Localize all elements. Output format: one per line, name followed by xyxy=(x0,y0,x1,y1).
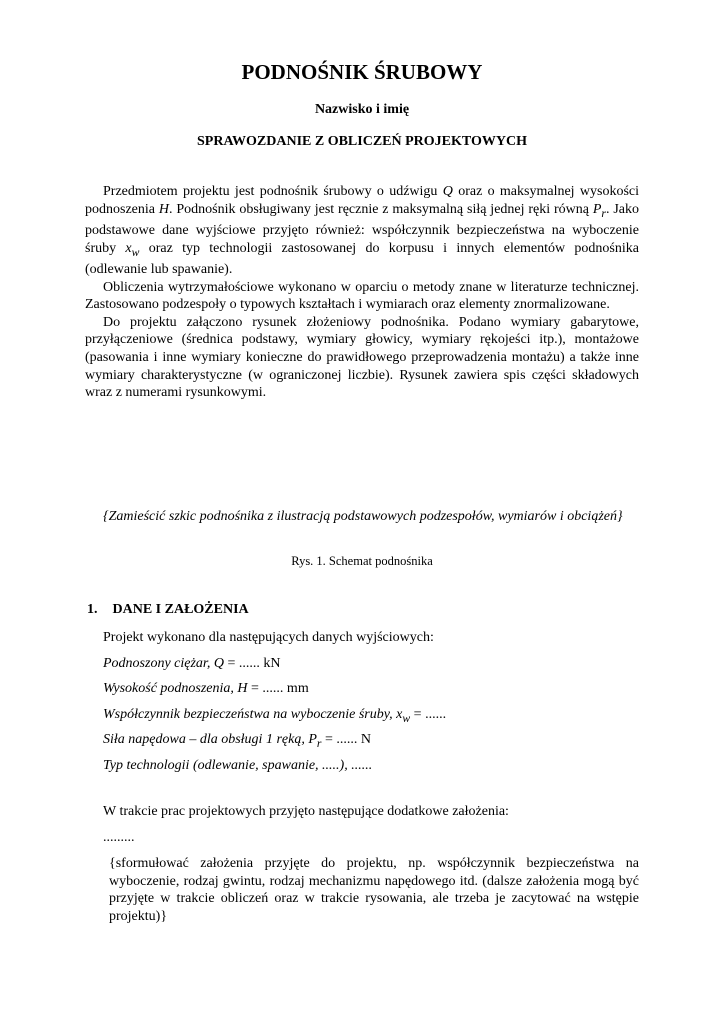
section-number: 1. xyxy=(87,602,98,617)
section-heading xyxy=(87,602,249,618)
list-item-force: Siła napędowa – dla obsługi 1 ręką, $P_r$ = ...... N xyxy=(103,732,371,750)
list-lead: Projekt wykonano dla następujących danych wyjściowych: xyxy=(103,630,434,645)
symbol-pr: P xyxy=(592,201,602,217)
section-title: DANE I ZAŁOŻENIA xyxy=(112,602,249,617)
intro-section xyxy=(85,183,639,402)
author-name: Nazwisko i imię xyxy=(314,102,410,117)
symbol-xw: x xyxy=(125,240,132,256)
figure-placeholder: {Zamieścić szkic podnośnika z ilustracją podstawowych podzespołów, wymiarów i obciążeń} xyxy=(103,509,623,524)
report-subtitle: SPRAWOZDANIE Z OBLICZEŃ PROJEKTOWYCH xyxy=(197,134,527,149)
extra-assumptions-lead: W trakcie prac projektowych przyjęto następujące dodatkowe założenia: xyxy=(103,804,509,819)
list-item-safety: Współczynnik bezpieczeństwa na wyboczenie śruby, $x_w$ = ...... xyxy=(103,706,447,725)
list-item-load: Podnoszony ciężar, Q = ...... kN xyxy=(103,655,281,671)
intro-paragraph-1: Przedmiotem projektu jest podnośnik śrubowy o udźwigu Q oraz o maksymalnej wysokości podnoszenia H. Podnośnik obsługiwany jest ręcznie z maksymalną siłą jednej ręki równą $P_r$. Jako podstawowe dane wyjściowe przyjęto również: współczynnik bezpieczeństwa na wyboczenie śruby $x_w$ oraz typ technologii zastosowanej do korpusu i innych elementów podnośnika (odlewanie lub spawanie). xyxy=(85,184,639,277)
assumptions-dots: ......... xyxy=(103,830,135,845)
input-data-list xyxy=(103,628,643,781)
assumptions-note: {sformułować założenia przyjęte do projektu, np. współczynnik bezpieczeństwa na wyboczenie, rodzaj gwintu, rodzaj mechanizmu napędowego itd. (dalsze założenia mogą być przyjęte w trakcie obliczeń oraz w trakcie rysowania, ale trzeba je zacytować na wstępie projektu)} xyxy=(109,856,639,924)
figure-caption: Rys. 1. Schemat podnośnika xyxy=(291,554,433,568)
intro-paragraph-2: Obliczenia wytrzymałościowe wykonano w oparciu o metody znane w literaturze technicznej. Zastosowano podzespoły o typowych kształtach i wymiarach oraz elementy znormalizowane. xyxy=(85,279,639,313)
list-item-height: Wysokość podnoszenia, H = ...... mm xyxy=(103,681,309,696)
list-item-technology: Typ technologii (odlewanie, spawanie, .....), ...... xyxy=(103,757,373,773)
symbol-h: H xyxy=(158,201,169,217)
document-title: PODNOŚNIK ŚRUBOWY xyxy=(241,60,483,84)
intro-paragraph-3: Do projektu załączono rysunek złożeniowy podnośnika. Podano wymiary gabarytowe, przyłączeniowe (średnica podstawy, wymiary głowicy, wymiary rękojeści itp.), montażowe (pasowania i inne wymiary konieczne do prawidłowego przeprowadzenia montażu) a także inne wymiary charakterystyczne (w ograniczonej liczbie). Rysunek zawiera spis części składowych wraz z numerami rysunkowymi. xyxy=(85,314,639,401)
symbol-q: Q xyxy=(442,184,453,199)
